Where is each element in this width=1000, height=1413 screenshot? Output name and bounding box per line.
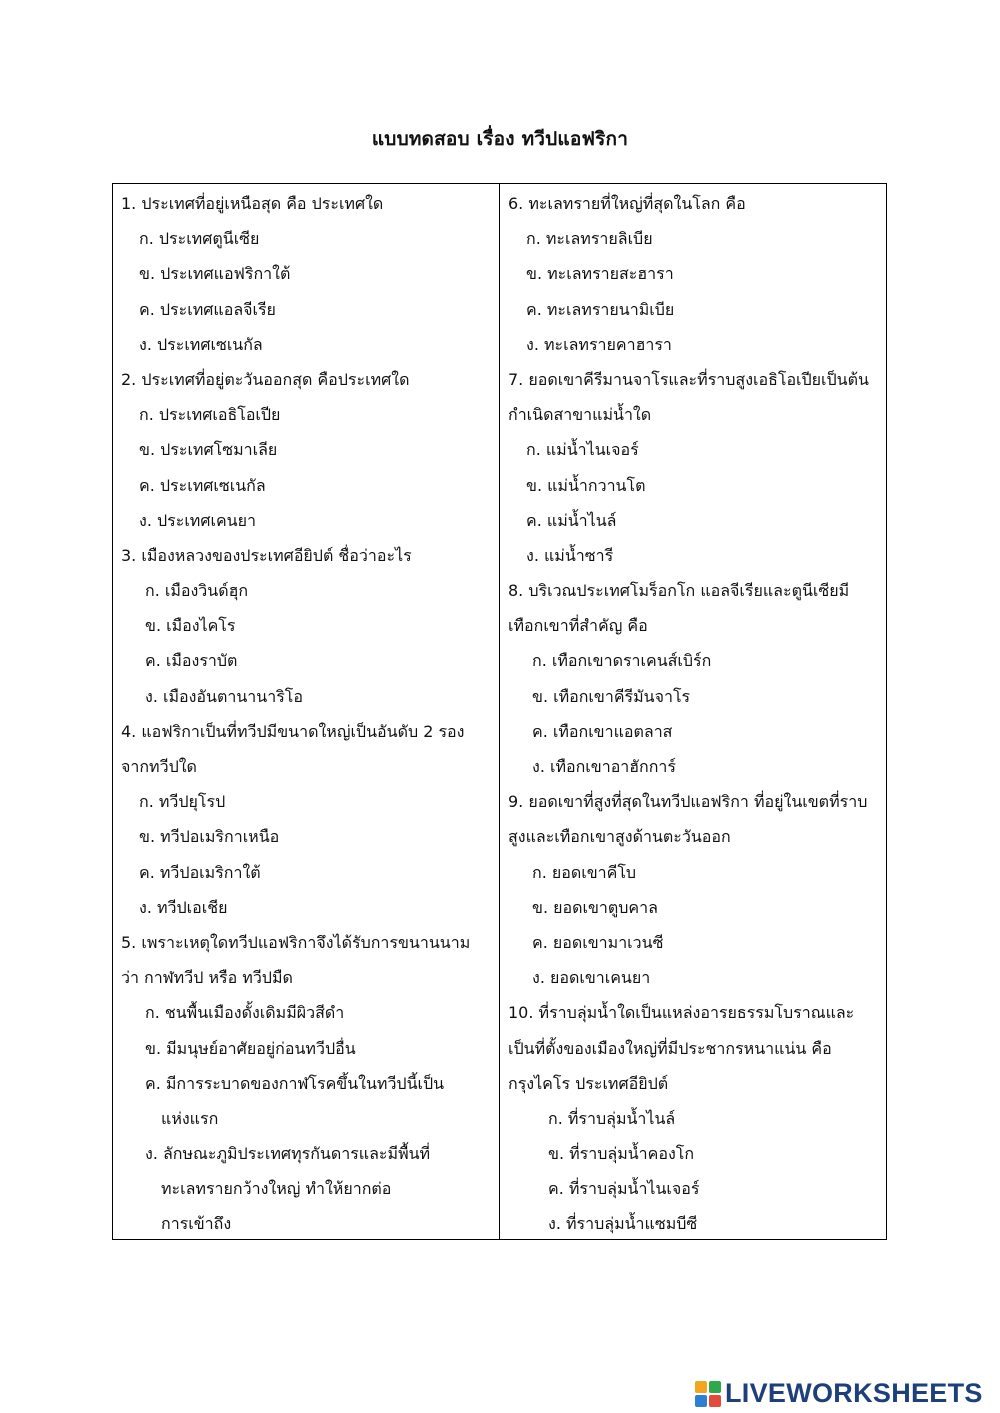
q7-option-a[interactable]: ก. แม่น้ำไนเจอร์ — [526, 440, 639, 460]
q5-option-c-cont: แห่งแรก — [161, 1108, 219, 1128]
logo-mark-tile — [695, 1381, 707, 1393]
liveworksheets-logo[interactable] — [695, 1378, 983, 1409]
q5-option-d[interactable]: ง. ลักษณะภูมิประเทศทุรกันดารและมีพื้นที่ — [145, 1144, 431, 1164]
q9-option-b[interactable]: ข. ยอดเขาตูบคาล — [532, 897, 658, 917]
logo-mark-tile — [695, 1395, 707, 1407]
q10-option-c[interactable]: ค. ที่ราบลุ่มน้ำไนเจอร์ — [548, 1179, 700, 1199]
q9-option-c[interactable]: ค. ยอดเขามาเวนซี — [532, 932, 664, 952]
question-6: 6. ทะเลทรายที่ใหญ่ที่สุดในโลก คือ — [508, 194, 746, 213]
question-10-cont2: กรุงไคโร ประเทศอียิปต์ — [508, 1073, 669, 1093]
right-column — [500, 184, 886, 1239]
q7-option-c[interactable]: ค. แม่น้ำไนล์ — [526, 510, 617, 530]
q1-option-a[interactable]: ก. ประเทศตูนีเซีย — [139, 229, 260, 249]
q9-option-a[interactable]: ก. ยอดเขาคีโบ — [532, 862, 637, 882]
q2-option-c[interactable]: ค. ประเทศเซเนกัล — [139, 475, 266, 495]
question-3: 3. เมืองหลวงของประเทศอียิปต์ ชื่อว่าอะไร — [121, 545, 412, 565]
logo-mark-tile — [709, 1395, 721, 1407]
question-1: 1. ประเทศที่อยู่เหนือสุด คือ ประเทศใด — [121, 194, 384, 213]
left-column — [113, 184, 500, 1239]
worksheet-title: แบบทดสอบ เรื่อง ทวีปแอฟริกา — [371, 128, 629, 150]
question-5: 5. เพราะเหตุใดทวีปแอฟริกาจึงได้รับการขนานนาม — [121, 932, 471, 952]
q5-option-d-cont2: การเข้าถึง — [161, 1214, 232, 1234]
q7-option-d[interactable]: ง. แม่น้ำซารี — [526, 545, 614, 565]
q10-option-b[interactable]: ข. ที่ราบลุ่มน้ำคองโก — [548, 1144, 695, 1164]
question-9: 9. ยอดเขาที่สูงที่สุดในทวีปแอฟริกา ที่อยู่ในเขตที่ราบ — [508, 792, 868, 812]
q8-option-c[interactable]: ค. เทือกเขาแอตลาส — [532, 721, 673, 741]
q6-option-b[interactable]: ข. ทะเลทรายสะฮารา — [526, 264, 674, 284]
question-10: 10. ที่ราบลุ่มน้ำใดเป็นแหล่งอารยธรรมโบราณและ — [508, 1003, 855, 1023]
q10-option-a[interactable]: ก. ที่ราบลุ่มน้ำไนล์ — [548, 1108, 676, 1128]
question-4: 4. แอฟริกาเป็นที่ทวีปมีขนาดใหญ่เป็นอันดับ 2 รอง — [121, 721, 465, 741]
q4-option-c[interactable]: ค. ทวีปอเมริกาใต้ — [139, 862, 261, 882]
q5-option-b[interactable]: ข. มีมนุษย์อาศัยอยู่ก่อนทวีปอื่น — [145, 1038, 356, 1058]
question-7-cont: กำเนิดสาขาแม่น้ำใด — [508, 405, 652, 425]
q2-option-b[interactable]: ข. ประเทศโซมาเลีย — [139, 440, 278, 460]
logo-mark-icon — [695, 1381, 721, 1407]
q9-option-d[interactable]: ง. ยอดเขาเคนยา — [532, 968, 651, 988]
question-7: 7. ยอดเขาคีรีมานจาโรและที่ราบสูงเอธิโอเปียเป็นต้น — [508, 369, 869, 389]
q5-option-a[interactable]: ก. ชนพื้นเมืองดั้งเดิมมีผิวสีดำ — [145, 1003, 345, 1023]
q2-option-a[interactable]: ก. ประเทศเอธิโอเปีย — [139, 405, 281, 425]
q2-option-d[interactable]: ง. ประเทศเคนยา — [139, 510, 256, 530]
q8-option-a[interactable]: ก. เทือกเขาดราเคนส์เบิร์ก — [532, 651, 712, 671]
q8-option-b[interactable]: ข. เทือกเขาคีรีมันจาโร — [532, 686, 691, 706]
question-5-cont: ว่า กาฬทวีป หรือ ทวีปมืด — [121, 968, 293, 988]
q5-option-c[interactable]: ค. มีการระบาดของกาฬโรคขึ้นในทวีปนี้เป็น — [145, 1073, 445, 1093]
q1-option-b[interactable]: ข. ประเทศแอฟริกาใต้ — [139, 264, 291, 284]
question-8-cont: เทือกเขาที่สำคัญ คือ — [508, 616, 648, 636]
logo-mark-tile — [709, 1381, 721, 1393]
question-9-cont: สูงและเทือกเขาสูงด้านตะวันออก — [508, 827, 731, 847]
q3-option-c[interactable]: ค. เมืองราบัต — [145, 651, 238, 671]
q4-option-d[interactable]: ง. ทวีปเอเชีย — [139, 897, 228, 917]
question-8: 8. บริเวณประเทศโมร็อกโก แอลจีเรียและตูนีเซียมี — [508, 581, 850, 601]
q3-option-a[interactable]: ก. เมืองวินด์ฮุก — [145, 581, 249, 601]
q1-option-c[interactable]: ค. ประเทศแอลจีเรีย — [139, 299, 276, 319]
q8-option-d[interactable]: ง. เทือกเขาอาฮักการ์ — [532, 757, 676, 776]
q4-option-b[interactable]: ข. ทวีปอเมริกาเหนือ — [139, 827, 280, 847]
q10-option-d[interactable]: ง. ที่ราบลุ่มน้ำแซมบีซี — [548, 1214, 698, 1234]
q3-option-d[interactable]: ง. เมืองอันตานานาริโอ — [145, 686, 303, 706]
question-table — [112, 183, 887, 1240]
q5-option-d-cont: ทะเลทรายกว้างใหญ่ ทำให้ยากต่อ — [161, 1179, 392, 1199]
q4-option-a[interactable]: ก. ทวีปยุโรป — [139, 792, 226, 812]
logo-text: LIVEWORKSHEETS — [725, 1378, 983, 1408]
q6-option-a[interactable]: ก. ทะเลทรายลิเบีย — [526, 229, 653, 249]
question-10-cont: เป็นที่ตั้งของเมืองใหญ่ที่มีประชากรหนาแน่น คือ — [508, 1038, 832, 1058]
question-4-cont: จากทวีปใด — [121, 757, 197, 776]
q3-option-b[interactable]: ข. เมืองไคโร — [145, 616, 236, 636]
q6-option-c[interactable]: ค. ทะเลทรายนามิเบีย — [526, 299, 675, 319]
q6-option-d[interactable]: ง. ทะเลทรายคาฮารา — [526, 334, 672, 354]
q7-option-b[interactable]: ข. แม่น้ำกวานโต — [526, 475, 646, 495]
question-2: 2. ประเทศที่อยู่ตะวันออกสุด คือประเทศใด — [121, 369, 410, 389]
q1-option-d[interactable]: ง. ประเทศเซเนกัล — [139, 334, 263, 354]
